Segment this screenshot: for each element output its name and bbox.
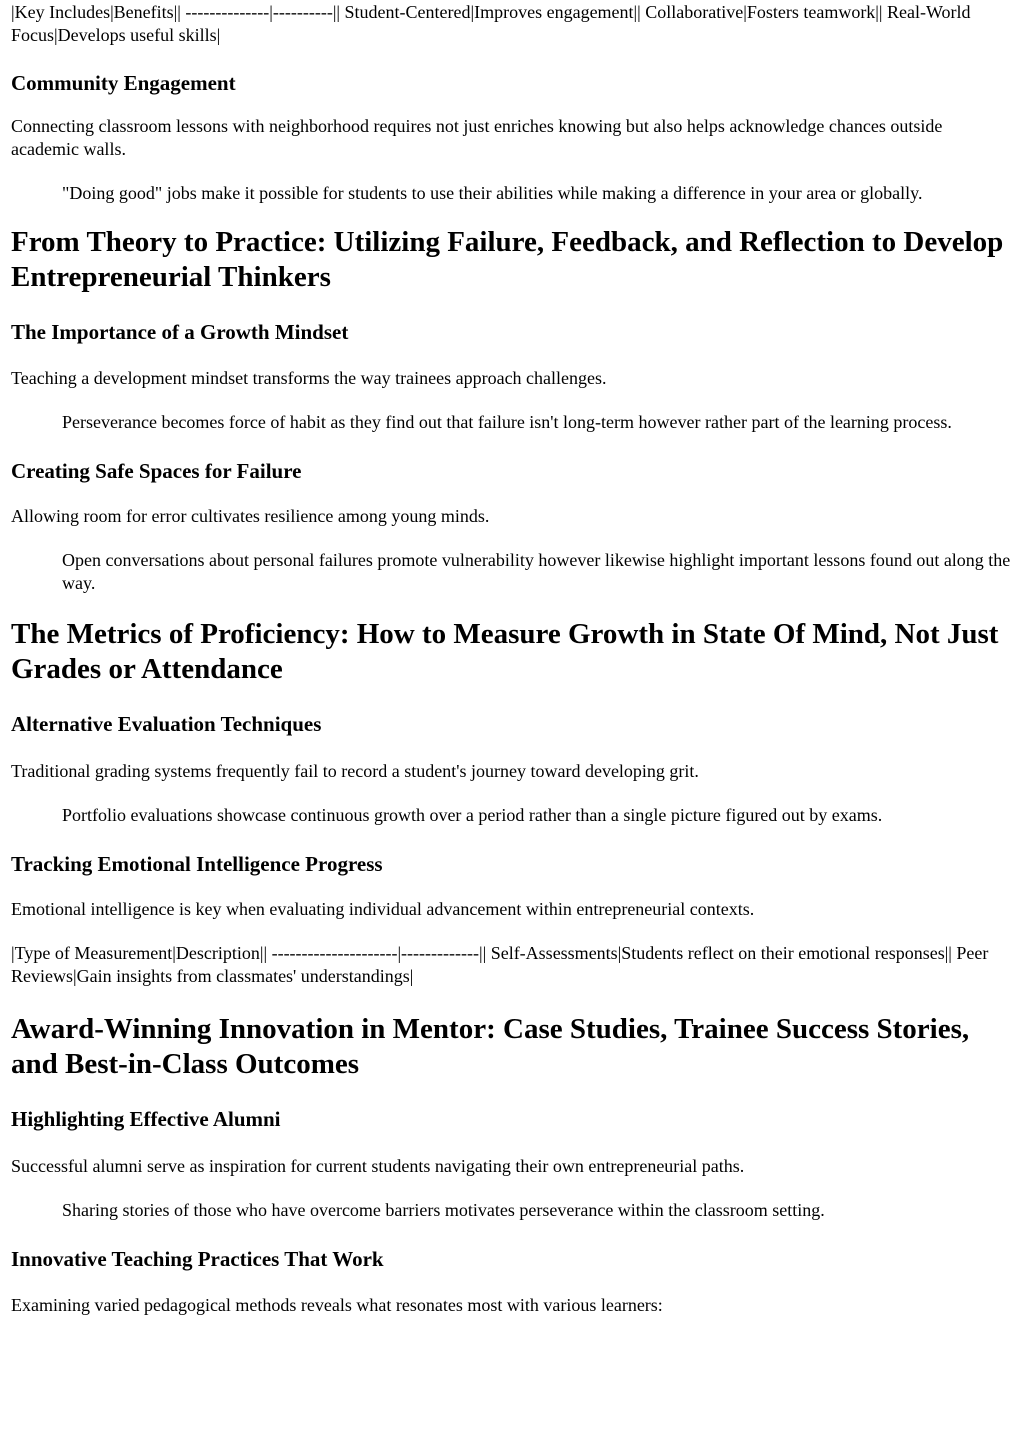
paragraph-innovative-teaching: Examining varied pedagogical methods reveals what resonates most with various learners: [11, 1295, 663, 1315]
heading-metrics-of-proficiency: The Metrics of Proficiency: How to Measure Growth in State Of Mind, Not Just Grades or Attendance [11, 618, 999, 685]
paragraph-effective-alumni: Successful alumni serve as inspiration for current students navigating their own entrepreneurial paths. [11, 1156, 745, 1176]
paragraph-safe-spaces: Allowing room for error cultivates resilience among young minds. [11, 506, 490, 526]
key-includes-table-text: |Key Includes|Benefits|| --------------|----------|| Student-Centered|Improves engagement|| Collaborative|Fosters teamwork|| Real-World Focus|Develops useful skills| [11, 2, 971, 45]
heading-effective-alumni: Highlighting Effective Alumni [11, 1107, 281, 1131]
quote-portfolio-evaluations: Portfolio evaluations showcase continuous growth over a period rather than a single picture figured out by exams. [62, 805, 883, 825]
paragraph-growth-mindset: Teaching a development mindset transforms the way trainees approach challenges. [11, 368, 607, 388]
quote-doing-good: "Doing good" jobs make it possible for students to use their abilities while making a difference in your area or globally. [62, 183, 923, 203]
quote-sharing-stories: Sharing stories of those who have overcome barriers motivates perseverance within the classroom setting. [62, 1200, 825, 1220]
heading-emotional-intelligence: Tracking Emotional Intelligence Progress [11, 852, 383, 876]
paragraph-community-engagement: Connecting classroom lessons with neighborhood requires not just enriches knowing but also helps acknowledge chances outside academic walls. [11, 116, 943, 159]
measurement-table-text: |Type of Measurement|Description|| ---------------------|-------------|| Self-Assessments|Students reflect on their emotional responses|| Peer Reviews|Gain insights from classmates' understandings| [11, 943, 989, 986]
heading-award-winning-innovation: Award-Winning Innovation in Mentor: Case Studies, Trainee Success Stories, and Best-in-Class Outcomes [11, 1013, 970, 1080]
quote-perseverance: Perseverance becomes force of habit as they find out that failure isn't long-term however rather part of the learning process. [62, 412, 952, 432]
quote-open-conversations: Open conversations about personal failures promote vulnerability however likewise highlight important lessons found out along the way. [62, 550, 1011, 593]
article-content [0, 1, 1024, 1317]
paragraph-alternative-evaluation: Traditional grading systems frequently fail to record a student's journey toward developing grit. [11, 761, 699, 781]
heading-alternative-evaluation: Alternative Evaluation Techniques [11, 712, 322, 736]
paragraph-emotional-intelligence: Emotional intelligence is key when evaluating individual advancement within entrepreneurial contexts. [11, 899, 755, 919]
heading-theory-to-practice: From Theory to Practice: Utilizing Failure, Feedback, and Reflection to Develop Entrepreneurial Thinkers [11, 226, 1004, 293]
heading-community-engagement: Community Engagement [11, 71, 236, 95]
heading-growth-mindset: The Importance of a Growth Mindset [11, 320, 349, 344]
heading-innovative-teaching: Innovative Teaching Practices That Work [11, 1247, 384, 1271]
heading-safe-spaces: Creating Safe Spaces for Failure [11, 459, 302, 483]
